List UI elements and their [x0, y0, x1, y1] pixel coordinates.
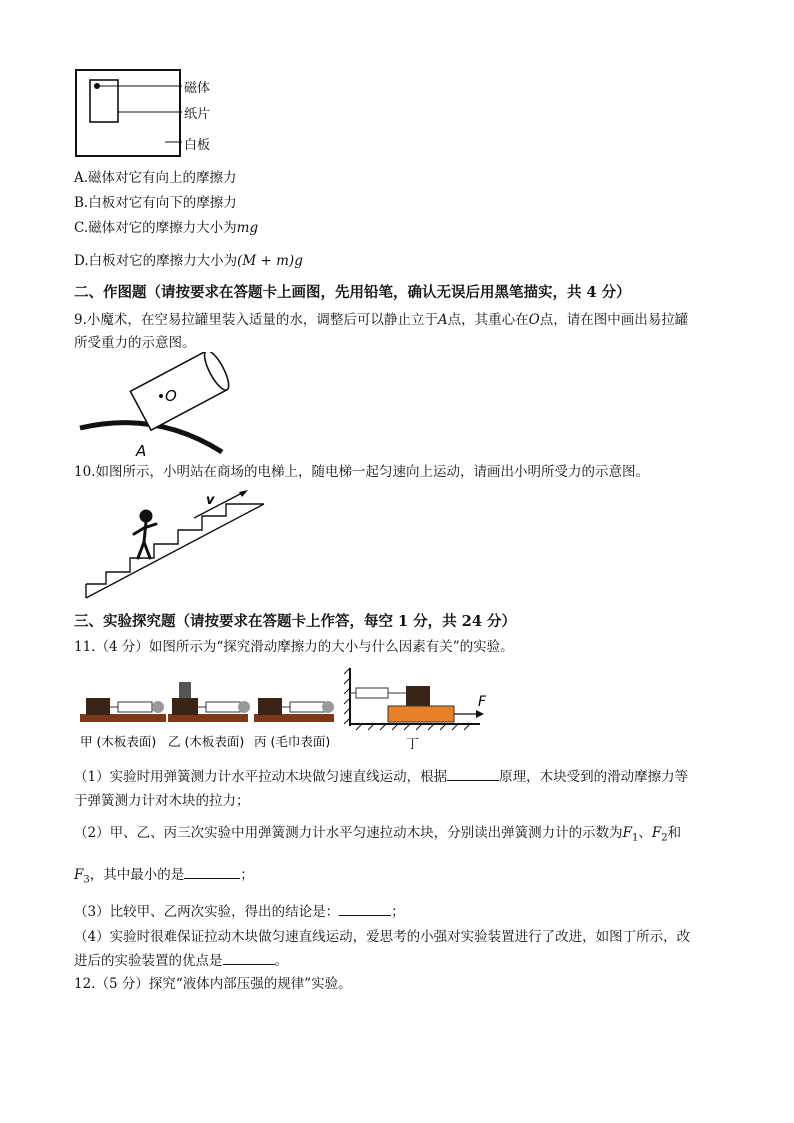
q11-part1-line2: 于弹簧测力计对木块的拉力； [74, 793, 250, 809]
fig-label-f: F [478, 694, 487, 710]
escalator-base [86, 504, 264, 598]
q9-point-o: O [528, 312, 540, 328]
spring-scale-yi [206, 702, 240, 712]
q11-intro: 11.（4 分）如图所示为“探究滑动摩擦力的大小与什么因素有关”的实验。 [74, 639, 514, 655]
q12-intro: 12.（5 分）探究“液体内部压强的规律”实验。 [74, 976, 352, 992]
person-figure [134, 511, 156, 558]
answer-blank-4[interactable] [223, 950, 275, 965]
symbol-f2-sub: 2 [661, 832, 668, 844]
hand-bing [322, 701, 334, 713]
option-b: B.白板对它有向下的摩擦力 [74, 195, 237, 211]
symbol-f1-sub: 1 [631, 832, 639, 844]
q11-part1 [74, 766, 688, 787]
option-d-math: (M + m)g [237, 253, 303, 269]
board-ding [388, 706, 454, 722]
hand-yi [238, 701, 250, 713]
q11-p2-semi: ； [240, 867, 254, 883]
block-yi [172, 698, 198, 715]
q11-p1-text-a: （1）实验时用弹簧测力计水平拉动木块做匀速直线运动，根据 [74, 769, 448, 785]
q11-and: 和 [667, 825, 682, 841]
board-bing [254, 714, 334, 722]
answer-blank-3[interactable] [339, 901, 391, 916]
q11-part2 [74, 823, 681, 849]
q11-part4-line2 [74, 950, 288, 971]
q11-part4: （4）实验时很难保证拉动木块做匀速直线运动，爱思考的小强对实验装置进行了改进，如图丁所示，改 [74, 929, 691, 945]
spring-scale-bing [290, 702, 324, 712]
label-paper: 纸片 [184, 107, 211, 122]
symbol-f3-sub: 3 [83, 874, 90, 886]
q9-text-b: 点，其重心在 [447, 312, 529, 328]
answer-blank-1[interactable] [447, 766, 499, 781]
option-a: A.磁体对它有向上的摩擦力 [74, 170, 237, 186]
velocity-arrow [194, 492, 244, 518]
symbol-f3: F [74, 867, 84, 883]
spring-scale-ding [356, 688, 388, 698]
caption-yi: 乙 (木板表面) [168, 734, 245, 749]
q9-point-a: A [437, 312, 448, 328]
weight-yi [179, 682, 191, 698]
q10-figure [84, 486, 274, 604]
spring-scale-jia [118, 702, 152, 712]
q9-line1 [74, 310, 688, 330]
option-c-math: mg [236, 220, 259, 236]
hand-jia [152, 701, 164, 713]
option-c [74, 218, 258, 238]
q11-part2-line2 [74, 864, 254, 891]
symbol-f1: F [622, 825, 632, 841]
label-board: 白板 [184, 138, 211, 153]
q11-p1-text-b: 原理，木块受到的滑动摩擦力等 [499, 769, 689, 785]
label-magnet: 磁体 [184, 81, 211, 96]
option-c-text: C.磁体对它的摩擦力大小为 [74, 220, 237, 236]
section3-heading: 三、实验探究题（请按要求在答题卡上作答，每空 1 分，共 24 分） [74, 613, 516, 630]
escalator-steps [86, 504, 264, 584]
option-d [74, 251, 303, 271]
fig-label-a: A [136, 442, 147, 460]
block-bing [258, 698, 282, 715]
q9-text-a: 9.小魔术，在空易拉罐里装入适量的水，调整后可以静止立于 [74, 312, 438, 328]
caption-bing: 丙 (毛巾表面) [254, 734, 331, 749]
caption-ding: 丁 [406, 737, 420, 752]
q11-p3-semi: ； [391, 904, 405, 920]
block-ding [406, 686, 430, 706]
caption-jia: 甲 (木板表面) [80, 734, 157, 749]
q11-p3-text: （3）比较甲、乙两次实验，得出的结论是： [74, 904, 340, 920]
fig-label-v: v [206, 493, 215, 508]
velocity-arrowhead [239, 490, 248, 497]
board-yi [168, 714, 248, 722]
whiteboard-outline [76, 70, 180, 156]
q11-figure [76, 662, 506, 762]
q11-p4-text: 进后的实验装置的优点是 [74, 953, 223, 969]
fig-label-o: O [165, 387, 177, 405]
q9-text-c: 点，请在图中画出易拉罐 [539, 312, 689, 328]
option-d-text: D.白板对它的摩擦力大小为 [74, 253, 238, 269]
center-of-gravity-dot [159, 394, 163, 398]
q11-p4-period: 。 [274, 953, 288, 969]
q11-sep: 、 [638, 825, 652, 841]
answer-blank-2[interactable] [184, 864, 240, 879]
block-jia [86, 698, 110, 715]
board-jia [80, 714, 166, 722]
q11-p2-text-a: （2）甲、乙、丙三次实验中用弹簧测力计水平匀速拉动木块，分别读出弹簧测力计的示数为 [74, 825, 623, 841]
q9-figure [76, 352, 236, 460]
section2-heading: 二、作图题（请按要求在答题卡上画图，先用铅笔，确认无误后用黑笔描实，共 4 分） [74, 284, 631, 301]
q11-p2-text-b: ，其中最小的是 [89, 867, 185, 883]
symbol-f2: F [651, 825, 662, 841]
q10-text: 10.如图所示，小明站在商场的电梯上，随电梯一起匀速向上运动，请画出小明所受力的示意图。 [74, 464, 649, 480]
q9-line2: 所受重力的示意图。 [74, 335, 196, 351]
q11-part3 [74, 901, 405, 922]
